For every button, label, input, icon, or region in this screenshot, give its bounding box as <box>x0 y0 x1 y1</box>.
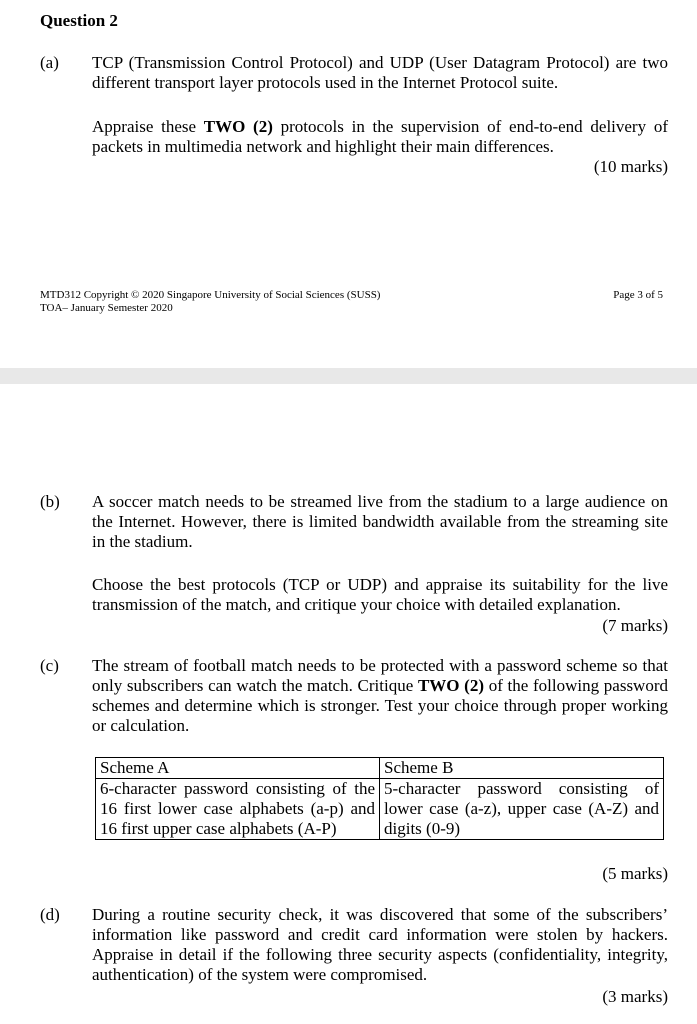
part-a-paragraph-1: TCP (Transmission Control Protocol) and UDP (User Datagram Protocol) are two different transport layer protocols used in the Internet Protocol suite. <box>92 53 668 92</box>
table-row <box>96 779 664 840</box>
part-c-marks: (5 marks) <box>602 864 668 883</box>
part-a-paragraph-2-text-end: protocols in the supervision of end-to-end delivery of packets in multimedia network and highlight their main differences. <box>92 117 668 156</box>
scheme-a-header: Scheme A <box>96 758 380 779</box>
part-c-label: (c) <box>40 656 59 675</box>
part-b-label: (b) <box>40 492 60 511</box>
part-b-paragraph-1: A soccer match needs to be streamed live from the stadium to a large audience on the Internet. However, there is limited bandwidth available from the streaming site in the stadium. <box>92 492 668 551</box>
part-d-paragraph: During a routine security check, it was discovered that some of the subscribers’ information like password and credit card information were stolen by hackers. Appraise in detail if the following three security aspects (confidentiality, integrity, authentication) of the system were compromised. <box>92 905 668 984</box>
page-number: Page 3 of 5 <box>613 289 663 301</box>
part-a-paragraph-2-text-start: Appraise these <box>92 117 204 136</box>
part-d-label: (d) <box>40 905 60 924</box>
part-c-text-start: The stream of football match needs to be protected with a password scheme so that only subscribers can watch the match. Critique <box>92 656 668 695</box>
page-footer-copyright <box>40 289 380 315</box>
part-c-paragraph <box>92 656 668 736</box>
part-c-text-end: of the following password schemes and determine which is stronger. Test your choice through proper working or calculation. <box>92 676 668 735</box>
part-a-marks: (10 marks) <box>593 157 668 176</box>
part-d-marks: (3 marks) <box>602 987 668 1006</box>
part-b-paragraph-2: Choose the best protocols (TCP or UDP) and appraise its suitability for the live transmission of the match, and critique your choice with detailed explanation. <box>92 575 668 614</box>
question-heading: Question 2 <box>40 11 118 30</box>
scheme-a-description: 6-character password consisting of the 16 first lower case alphabets (a-p) and 16 first upper case alphabets (A-P) <box>96 779 380 840</box>
page-separator <box>0 368 697 384</box>
part-a-label: (a) <box>40 53 59 72</box>
exam-page-top <box>0 0 697 368</box>
part-a-emphasis: TWO (2) <box>203 117 273 136</box>
scheme-b-description: 5-character password consisting of lower case (a-z), upper case (A-Z) and digits (0-9) <box>380 779 664 840</box>
part-a-paragraph-2 <box>92 117 668 157</box>
footer-semester-line: TOA– January Semester 2020 <box>40 302 173 314</box>
exam-page-bottom <box>0 384 697 1024</box>
scheme-b-header: Scheme B <box>380 758 664 779</box>
table-header-row <box>96 758 664 779</box>
part-b-marks: (7 marks) <box>602 616 668 635</box>
footer-copyright-line: MTD312 Copyright © 2020 Singapore University of Social Sciences (SUSS) <box>40 289 381 301</box>
password-schemes-table <box>95 757 664 840</box>
part-c-emphasis: TWO (2) <box>417 676 485 695</box>
